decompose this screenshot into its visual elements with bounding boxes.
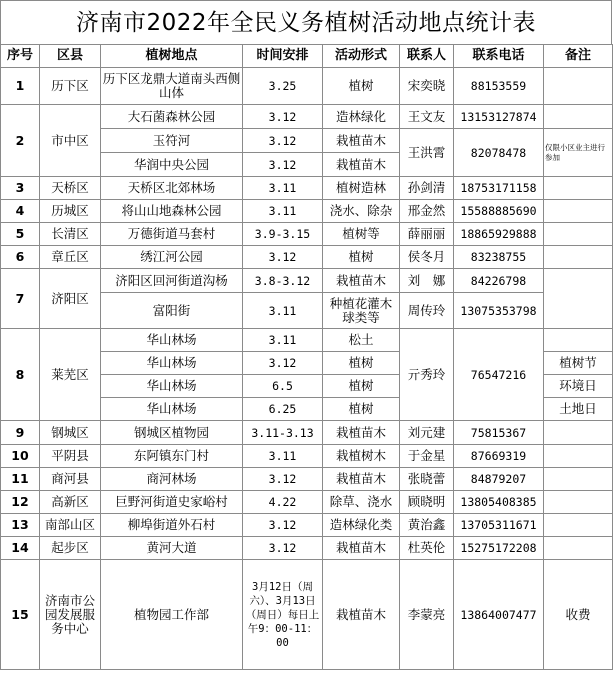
form-cell: 栽植苗木 [323,153,400,177]
time-cell: 6.25 [243,398,323,421]
district-cell: 平阴县 [40,445,101,468]
time-cell: 3.9-3.15 [243,223,323,246]
phone-cell: 83238755 [454,246,544,269]
header-note: 备注 [544,45,613,68]
site-cell: 华山林场 [101,398,243,421]
note-cell [544,246,613,269]
contact-cell: 薛丽丽 [400,223,454,246]
form-cell: 栽植苗木 [323,468,400,491]
page-title: 济南市2022年全民义务植树活动地点统计表 [0,0,612,44]
row-index: 6 [1,246,40,269]
phone-cell: 15588885690 [454,200,544,223]
site-cell: 柳埠街道外石村 [101,514,243,537]
contact-cell: 黄治鑫 [400,514,454,537]
time-cell: 3.11 [243,445,323,468]
form-cell: 植树 [323,246,400,269]
table-row [1,68,613,105]
time-cell: 3.12 [243,537,323,560]
row-index: 4 [1,200,40,223]
contact-cell: 孙剑清 [400,177,454,200]
time-cell: 3月12日（周六）、3月13日（周日）每日上午9：00-11：00 [243,560,323,670]
row-index: 12 [1,491,40,514]
phone-cell: 13805408385 [454,491,544,514]
header-index: 序号 [1,45,40,68]
district-cell: 济阳区 [40,269,101,329]
time-cell: 3.11-3.13 [243,421,323,445]
note-cell [544,200,613,223]
contact-cell: 宋奕晓 [400,68,454,105]
table-row [1,468,613,491]
phone-cell: 13705311671 [454,514,544,537]
table-row [1,445,613,468]
form-cell: 栽植苗木 [323,269,400,293]
contact-cell: 王洪霄 [400,129,454,177]
district-cell: 钢城区 [40,421,101,445]
district-cell: 起步区 [40,537,101,560]
form-cell: 植树 [323,68,400,105]
table-row [1,537,613,560]
site-cell: 巨野河街道史家峪村 [101,491,243,514]
district-cell: 济南市公园发展服务中心 [40,560,101,670]
row-index: 14 [1,537,40,560]
form-cell: 植树 [323,398,400,421]
header-phone: 联系电话 [454,45,544,68]
district-cell: 高新区 [40,491,101,514]
note-cell [544,537,613,560]
table-row [1,560,613,670]
row-index: 10 [1,445,40,468]
table-row [1,491,613,514]
note-cell [544,421,613,445]
row-index: 2 [1,105,40,177]
time-cell: 3.25 [243,68,323,105]
site-cell: 植物园工作部 [101,560,243,670]
note-cell: 植树节 [544,352,613,375]
note-cell [544,468,613,491]
table-row [1,246,613,269]
phone-cell: 13153127874 [454,105,544,129]
phone-cell: 82078478 [454,129,544,177]
time-cell: 3.12 [243,246,323,269]
contact-cell: 王文友 [400,105,454,129]
site-cell: 华山林场 [101,375,243,398]
form-cell: 造林绿化类 [323,514,400,537]
district-cell: 市中区 [40,105,101,177]
row-index: 3 [1,177,40,200]
district-cell: 历城区 [40,200,101,223]
phone-cell: 84226798 [454,269,544,293]
table-row [1,514,613,537]
form-cell: 栽植树木 [323,445,400,468]
phone-cell: 13864007477 [454,560,544,670]
form-cell: 造林绿化 [323,105,400,129]
form-cell: 栽植苗木 [323,421,400,445]
note-cell [544,269,613,329]
header-site: 植树地点 [101,45,243,68]
contact-cell: 刘 娜 [400,269,454,293]
note-cell [544,514,613,537]
header-contact: 联系人 [400,45,454,68]
form-cell: 种植花灌木球类等 [323,293,400,329]
table-row [1,421,613,445]
form-cell: 栽植苗木 [323,129,400,153]
contact-cell: 邢金然 [400,200,454,223]
contact-cell: 侯冬月 [400,246,454,269]
district-cell: 商河县 [40,468,101,491]
contact-cell: 于金星 [400,445,454,468]
site-cell: 历下区龙鼎大道南头西侧山体 [101,68,243,105]
contact-cell: 杜英伦 [400,537,454,560]
form-cell: 栽植苗木 [323,537,400,560]
phone-cell: 15275172208 [454,537,544,560]
site-cell: 绣江河公园 [101,246,243,269]
table-row [1,269,613,293]
note-cell: 土地日 [544,398,613,421]
row-index: 15 [1,560,40,670]
header-district: 区县 [40,45,101,68]
phone-cell: 75815367 [454,421,544,445]
form-cell: 浇水、除杂 [323,200,400,223]
planting-table [0,44,613,670]
header-time: 时间安排 [243,45,323,68]
note-cell [544,105,613,129]
note-cell [544,223,613,246]
district-cell: 章丘区 [40,246,101,269]
site-cell: 天桥区北郊林场 [101,177,243,200]
header-form: 活动形式 [323,45,400,68]
note-cell: 收费 [544,560,613,670]
row-index: 9 [1,421,40,445]
row-index: 1 [1,68,40,105]
note-cell [544,329,613,352]
time-cell: 3.12 [243,468,323,491]
form-cell: 植树 [323,352,400,375]
contact-cell: 周传玲 [400,293,454,329]
phone-cell: 87669319 [454,445,544,468]
note-cell [544,177,613,200]
contact-cell: 张晓蕾 [400,468,454,491]
table-row [1,200,613,223]
row-index: 13 [1,514,40,537]
district-cell: 莱芜区 [40,329,101,421]
site-cell: 玉符河 [101,129,243,153]
phone-cell: 76547216 [454,329,544,421]
note-cell [544,491,613,514]
form-cell: 松土 [323,329,400,352]
contact-cell: 李蒙亮 [400,560,454,670]
note-cell [544,445,613,468]
row-index: 7 [1,269,40,329]
time-cell: 4.22 [243,491,323,514]
site-cell: 大石菌森林公园 [101,105,243,129]
site-cell: 黄河大道 [101,537,243,560]
site-cell: 华山林场 [101,352,243,375]
time-cell: 3.11 [243,329,323,352]
table-row [1,105,613,129]
district-cell: 长清区 [40,223,101,246]
header-row [1,45,613,68]
row-index: 5 [1,223,40,246]
form-cell: 栽植苗木 [323,560,400,670]
time-cell: 3.12 [243,352,323,375]
site-cell: 钢城区植物园 [101,421,243,445]
district-cell: 历下区 [40,68,101,105]
phone-cell: 84879207 [454,468,544,491]
phone-cell: 88153559 [454,68,544,105]
note-cell [544,68,613,105]
time-cell: 3.12 [243,105,323,129]
form-cell: 植树 [323,375,400,398]
district-cell: 天桥区 [40,177,101,200]
site-cell: 济阳区回河街道沟杨 [101,269,243,293]
site-cell: 商河林场 [101,468,243,491]
time-cell: 3.12 [243,153,323,177]
time-cell: 3.11 [243,177,323,200]
contact-cell: 顾晓明 [400,491,454,514]
phone-cell: 18753171158 [454,177,544,200]
form-cell: 除草、浇水 [323,491,400,514]
table-row [1,177,613,200]
phone-cell: 18865929888 [454,223,544,246]
form-cell: 植树造林 [323,177,400,200]
time-cell: 3.8-3.12 [243,269,323,293]
row-index: 11 [1,468,40,491]
site-cell: 将山山地森林公园 [101,200,243,223]
row-index: 8 [1,329,40,421]
time-cell: 3.11 [243,293,323,329]
site-cell: 万德街道马套村 [101,223,243,246]
district-cell: 南部山区 [40,514,101,537]
contact-cell: 刘元建 [400,421,454,445]
contact-cell: 亓秀玲 [400,329,454,421]
note-cell: 仅限小区业主进行参加 [544,129,613,177]
phone-cell: 13075353798 [454,293,544,329]
time-cell: 6.5 [243,375,323,398]
time-cell: 3.12 [243,129,323,153]
site-cell: 东阿镇东门村 [101,445,243,468]
time-cell: 3.12 [243,514,323,537]
site-cell: 富阳街 [101,293,243,329]
table-row [1,223,613,246]
time-cell: 3.11 [243,200,323,223]
table-row [1,329,613,352]
note-cell: 环境日 [544,375,613,398]
site-cell: 华山林场 [101,329,243,352]
form-cell: 植树等 [323,223,400,246]
site-cell: 华润中央公园 [101,153,243,177]
